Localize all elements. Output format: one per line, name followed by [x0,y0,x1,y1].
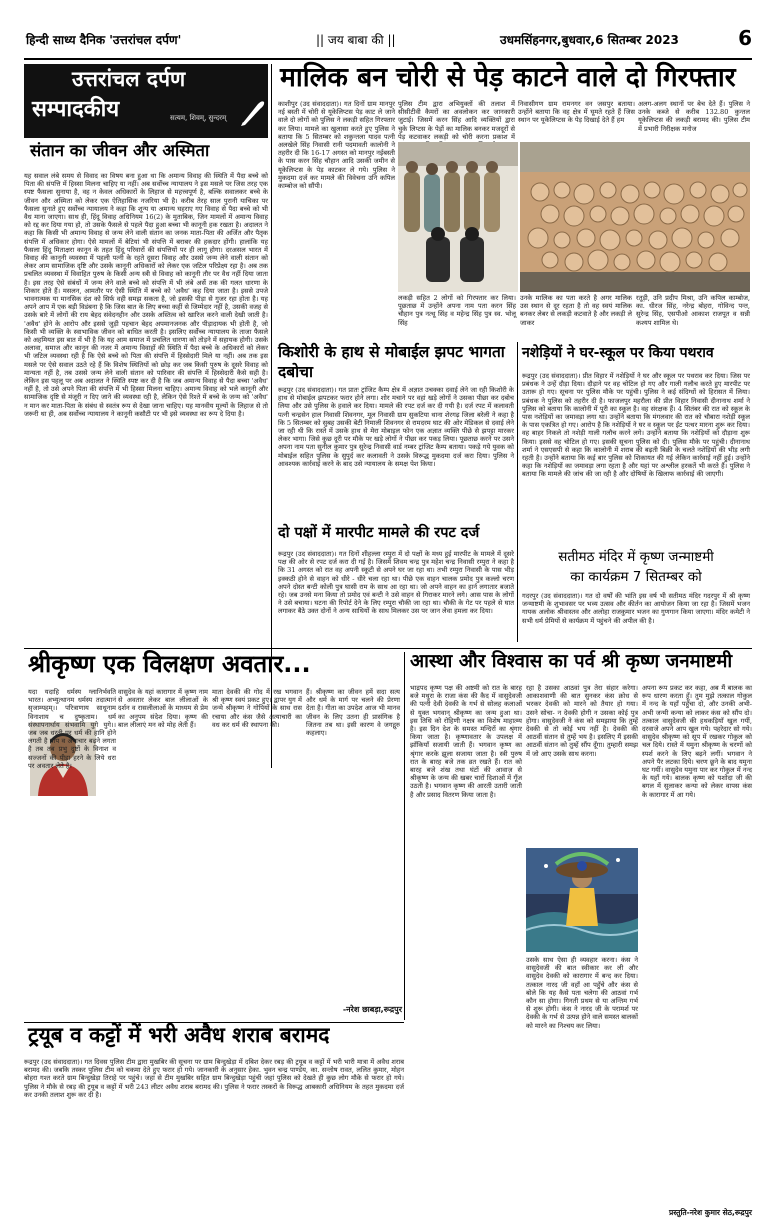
mid-divider [517,342,518,642]
lead-below-1: लकड़ी सहित 2 लोगों को गिरफ्तार कर लिया। पूछताछ में उन्होंने अपना नाम पता करन सिंह चौहान पुत्र नत्थू सिंह व महेन्द्र सिंह पुत्र स्व. भोलू सिंह [398,294,519,327]
lead-column-2: पुलिस टीम द्वारा अभियुक्तों की तलाश में सीसीटीवी कैमरों का अवलोकन कर जानकारी जुटाई। जिसमें करन सिंह आदि व्यक्तियों द्वारा चुके लिप्टस के पेड़ों का मालिक बनकर मजदूरों से पेड़ कटवाकर लकड़ी को चोरी करना प्रकाश में [398,100,515,141]
faith-feature-headline: आस्था और विश्वास का पर्व श्री कृष्ण जनमाष्टमी [410,651,733,672]
lead-column-3: निवासीगण ग्राम रामनगर वन जसपुर बताया। उन्होंने बताया कि वह क्षेत्र में घूमते रहते हैं जिस स्थान पर यूकेलिप्टस के पेड़ दिखाई देते हैं हम [518,100,638,125]
faith-feature-col-2: रहा है उसका आठवां पुत्र तेरा संहार करेगा। आकाशवाणी की बात सुनकर कंस क्रोध से भरकर देवकी को मारने को तैयार हो गया। उसने सोचा- न देवकी होगी न उसका कोई पुत्र होगा। वासुदेवजी ने कंस को समझाया कि तुम्हें देवकी से तो कोई भय नहीं है। देवकी की आठवीं संतान से तुम्हें भय है। इसलिए मैं इसकी आठवीं संतान को तुम्हें सौंप दूँगा। तुम्हारी समझ में जो आए उसके साथ करना। [526,684,641,758]
seized-wood-logs-photo [520,142,750,292]
faith-feature-col-3: अपना रूप प्रकट कर कहा, अब मैं बालक का रूप धारण करता हूँ। तुम मुझे तत्काल गोकुल में नन्द के यहाँ पहुँचा दो, और उनकी अभी-अभी जन्मी कन्या को लाकर कंस को सौंप दो। तत्काल वासुदेवजी की हथकड़ियाँ खुल गयीं, दरवाजे अपने आप खुल गये। पहरेदार सो गये। वासुदेव श्रीकृष्ण को सूप में रखकर गोकुल को चल दिये। रास्ते में यमुना श्रीकृष्ण के चरणों को स्पर्श करने के लिए बढ़ने लगीं। भगवान ने अपने पैर लटका दिये। चरण छूने के बाद यमुना घट गयीं। वासुदेव यमुना पार कर गोकुल में नन्द के यहाँ गये। बालक कृष्ण को यशोदा जी की बगल में सुलाकर कन्या को लेकर वापस कंस के कारागार में आ गये। [642,684,755,799]
lead-below-3: रतूड़ी, उनि प्रदीप मिश्रा, उनि कपिल काम्बोज, का. धीरज सिंह, नरेन्द्र बोहरा, गोविन्द पन्त, सुरेन्द्र सिंह, एसपीओ आकाश राजपूत व सन्नी कश्यप शामिल थे। [636,294,753,327]
masthead-rule [24,58,752,60]
drunk-story-headline: नशेड़ियों ने घर-स्कूल पर किया पथराव [522,345,714,361]
faith-feature-byline: प्रस्तुति-नरेश कुमार सेठ,रूद्रपुर [668,1208,752,1217]
masthead [20,0,753,64]
dispute-story-body: रूद्रपुर (उद संवाददाता)। गत दिनों शीहल्ला रम्पुरा में दो पक्षों के मध्य हुई मारपीट के मामले में दूसरे पक्ष की ओर से रपट दर्ज करा दी गई है। जिसमें शिवम चन्द्र पुत्र महेश चन्द्र निवासी रम्पुरा ने कहा है कि 31 अगस्त को रात वह अपनी स्कूटी से अपने घर जा रहा था। तभी रम्पुरा निवासी के पास भीड़ इक्कठी होने से वाहन को धीरे - धीरे चला रहा था। पीछे एक वाहन चालक प्रमोद पुत्र कल्लो चरण अपने दोस्त बन्टी कोली पुत्र घासी राम के साथ आ रहा था। जो अपने वाहन का हार्न लगातार बजाते रहे। जब उनसे मना किया तो प्रमोद एवं बन्टी ने उसे वाहन से गिराकर मारने लगे। आस पास के लोगों ने उसे बचाया। घटना की रिपोर्ट देने के लिए रम्पुरा चौकी जा रहा था। चौकी के गेट पर पहले से घात लगाकर बैठे उक्त दोनों ने अन्य साथियों के साथ मिलकर उस पर जान लेवा हमला कर दिया। [278,550,517,616]
krishna-feature-col-3: माता देवकी की गोद में रख भगवान श्री कृष्ण स्वयं प्रकट हुए। द्वापर युग में जन्मे श्रीकृष्ण ने गोपियों के साथ रास रचाया और कंस जैसे अत्याचारी का वध कर धर्म की स्थापना की। [212,688,305,729]
dispute-story-headline: दो पक्षों में मारपीट मामले की रपट दर्ज [278,525,480,541]
lead-column-4: अलग-अलग स्थानों पर बेच देते हैं। पुलिस ने उनके कब्जे से करीब 132.80 कुन्तल यूकेलिप्टस की लकड़ी बरामद की। पुलिस टीम में प्रभारी निरीक्षक मनोज [638,100,753,133]
mobile-story-body: रूद्रपुर (उद संवाददाता)। गत प्रातः ट्रांजिट कैम्प क्षेत्र में अज्ञात उचक्का दवाई लेने जा रही किशोरी के हाथ से मोबाईल झपटकर फरार होने लगा। शोर मचाने पर वहां खड़े लोगों ने उसका पीछा कर दबोच लिया और उसे पुलिस के हवाले कर दिया। मामले की रपट दर्ज कर दी गयी है। दर्ज रपट में कलावती पत्नी चन्द्रसेन हाल निवासी शिवनगर, मूल निवासी ग्राम सुकटिया थाना शेरगढ़ जिला बरेली ने कहा है कि 5 सितम्बर को सुबह उसकी बेटी निमाली शिवनगर से रामदरम घाट की ओर मेडिकल से दवाई लेने जा रही थी कि रास्ते में उसके हाथ से मेरा मोबाइल फोन एक अज्ञात व्यक्ति पीछे से झपट्टा मारकर लेकर भागा। जिसे कुछ दूरी पर मौके पर खड़े लोगों ने पीछा कर पकड़ लिया। पूछताछ करने पर उसने अपना नाम पता सुनील कुमार पुत्र सुरेन्द्र निवासी वार्ड नम्बर ट्रांजिट कैम्प बताया। पकड़े गये युवक को मोबाईल सहित पुलिस के सुपुर्द कर कलावती ने उसके विरूद्ध मुकदमा दर्ज करा दिया। पुलिस ने आवश्यक कार्रवाई करने के बाद उसे न्यायालय के समक्ष पेश किया। [278,386,517,468]
faith-feature-col-2b: उसके साथ ऐसा ही व्यवहार करना। कंस ने वासुदेवजी की बात स्वीकार कर ली और वासुदेव देवकी को कारागार में बन्द कर दिया। तत्काल नारद जी वहाँ आ पहुँचे और कंस से बोले कि यह कैसे पता चलेगा की आठवां गर्भ कौन सा होगा। गिनती प्रथम से या अन्तिम गर्भ से शुरू होगी। कंस ने नारद जी के परामर्श पर देवकी के गर्भ से उत्पन्न होने वाले समस्त बालकों को मारने का निश्चय कर लिया। [526,956,641,1030]
editorial-brand-line2: सम्पादकीय [32,97,120,122]
dateline: उधमसिंहनगर,बुधवार,6 सितम्बर 2023 [500,33,679,47]
krishna-vasudev-illustration [526,848,638,952]
lower-left-divider [404,652,405,1020]
slogan: || जय बाबा की || [316,33,396,47]
editorial-brand-box [24,64,268,138]
krishna-feature-col-4: हैं। श्रीकृष्ण का जीवन हमें सदा सत्य और धर्म के मार्ग पर चलने की प्रेरणा देता है। गीता का उपदेश आज भी मानव जीवन के लिए उतना ही प्रासंगिक है जितना तब था। इसी कारण वे जगद्गुरु कहलाए। [306,688,403,738]
lead-below-2: उनके मालिक का पता करते है अगर मालिक उस स्थान से दूर रहता है तो वह स्वयं मालिक बनकर लेबर से लकड़ी कटवाते है और लकड़ी ले जाकर [520,294,635,327]
temple-story-headline-1: सतीमठ मंदिर में कृष्ण जन्माष्टमी [558,549,714,565]
liquor-story-body: रूद्रपुर (उद संवाददाता)। गत दिवस पुलिस टीम द्वारा मुखबिर की सूचना पर ग्राम बिन्दुखेड़ा में दबिश देकर रबड़ की ट्रयूब व कट्टों में भरी भारी मात्रा में अवैध शराब बरामद की। जबकि तस्कर पुलिस टीम को चकमा देते हुए फरार हो गये। जानकारी के अनुसार हेका. भुवन चन्द्र पाण्डेय, का. सन्तोष रावत, ललित कुमार, मोहन बोहरा गश्त करते ग्राम बिन्दुखेड़ा तिराहे पर पहुंचे। जहां से टीम मुखबिर सहित ग्राम बिन्दुखेड़ा पहुंची जहां पुलिस को देखते ही कुछ लोग मौके से फरार हो गये। पुलिस ने मौके से रबड़ की ट्रयूब व कट्टों में भरी 243 लीटर अवैध शराब बरामद की। पुलिस ने फरार तस्करों के विरूद्ध आबकारी अधिनियम के तहत मुकदमा दर्ज कर उनकी तलाश शुरू कर दी है। [24,1058,407,1099]
quill-pen-icon [238,98,266,128]
drunk-story-body: रूद्रपुर (उद संवाददाता)। प्रीत विहार में नशेड़ियों ने घर और स्कूल पर पथराव कर दिया। जिस पर प्रबंधक ने उन्हें दौड़ा दिया। दौड़ाने पर वह चोटिल हो गए और गाली गलौच करते हुए मारपीट पर उतारू हो गए। सूचना पर पुलिस मौके पर पहुंची। पुलिस ने कई संदिग्धों को हिरासत में लिया। प्रबंधक ने पुलिस को तहरीर दी है। फाजलपुर महरौला की प्रीत विहार निवासी दीनानाथ शर्मा ने पुलिस को बताया कि कालोनी में पूरी का स्कूल है। वह संरक्षक हैं। 4 सितंबर की रात को स्कूल के पास नशेड़ियों का जमावड़ा लगा था। उन्होंने बताया कि मंगलवार की रात को चौबारा नशेड़ी स्कूल के पास एकत्रित हो गए। आरोप है कि नशेड़ियों ने घर व स्कूल पर ईंट पत्थर मारना शुरू कर दिया। वह बाहर निकले तो नशेड़ी गाली गलौच करने लगे। उन्होंने बताया कि नशेड़ियों को दौड़ाना शुरू किया। इससे वह चोटिल हो गए। इसकी सूचना पुलिस को दी। पुलिस मौके पर पहुंची। दीनानाथ शर्मा ने एसएसपी से कहा कि कालोनी में शराब की बढ़ती बिक्री के चलते नशेड़ियों की भीड़ लगी रहती है। उन्होंने बताया कि कई बार पुलिस को शिकायत की गई लेकिन कार्रवाई नहीं हुई। उन्होंने कहा कि नशेड़ियों का जमावड़ा लगा रहता है और यहां पर अश्लील हरकतें भी करते हैं। पुलिस ने बताया कि मामले की जांच की जा रही है और दोषियों के खिलाफ कार्रवाई की जाएगी। [522,372,753,479]
editorial-brand-tagline: सत्यम, शिवम्, सुन्दरम् [170,114,227,122]
arrested-men-police-photo [398,142,518,292]
krishna-feature-col-2: वासुदेव के यहां कारागार में कृष्ण नाम से अवतार लेकर बाल लीलाओं के दर्शन व रासलीलाओं के माध्यम से प्रेम का अनुपम संदेश दिया। कृष्ण की बाल लीलाएं मन को मोह लेती हैं। [118,688,211,729]
krishna-feature-col-1: यदा यदाहि धर्मस्य ग्लानिर्भवति भारत। अभ्युत्थानम धर्मस्य तदात्मानं सृजाम्यहम्।। परित्राणाय साधूनाम विनाशाय च दुष्कृताम। धर्म संस्थापनार्थाय संभवामि युगे युगे।। जब जब धरती पर धर्म की हानि होने लगती है पाप व अनाचार बढ़ने लगता है तब तब प्रभु दुष्टों के विनाश व सज्जनों की पीड़ा हरने के लिये धरा पर अवतार लेते है। [28,688,119,770]
page-number: 6 [738,26,752,50]
mid-horizontal-rule [24,648,752,649]
editorial-brand-line1: उत्तरांचल दर्पण [72,67,186,91]
krishna-feature-byline: -नरेश छाबड़ा,रूद्रपुर [342,1005,402,1014]
lead-headline: मालिक बन चोरी से पेड़ काटने वाले दो गिरफ्तार [280,62,736,93]
temple-story-headline-2: का कार्यक्रम 7 सितम्बर को [570,569,702,585]
mobile-story-headline: किशोरी के हाथ से मोबाईल झपट भागता दबोचा [278,343,505,381]
liquor-story-headline: ट्रयूब व कट्टों में भरी अवैध शराब बरामद [28,1023,330,1047]
editorial-title: संतान का जीवन और अस्मिता [30,141,210,160]
krishna-feature-headline: श्रीकृष्ण एक विलक्षण अवतार... [28,650,311,678]
lead-column-1: काशीपुर (उद संवाददाता)। गत दिनों ग्राम मानपुर नई बस्ती में चोरी से यूकेलिप्टस पेड़ काट ले जाने वाले दो लोगों को पुलिस ने लकड़ी सहित गिरफ्तार कर लिया। मामले का खुलासा करते हुए पुलिस ने बताया कि 5 सितम्बर को शकुन्तला यादव पत्नी अलखेले सिंह निवासी रानी पदमावती कालोनी ने तहरीर दी कि 16-17 अगस्त को मानपुर नईबस्ती के पास करन सिंह चौहान आदि उसकी जमीन से यूकेलिप्टस के पेड़ काटकर ले गये। पुलिस ने मुकदमा दर्ज कर मामले की विवेचना उनि कपिल काम्बोज को सौंपी। [278,100,398,191]
editorial-body: यह सवाल लंबे समय से विवाद का विषय बना हुआ था कि अमान्य विवाह की स्थिति में पैदा बच्चे को पिता की संपत्ति में हिस्सा मिलना चाहिए या नहीं। अब सर्वोच्च न्यायालय ने इस मसले पर जिस तरह एक स्पष्ट फैसला सुनाया है, वह न केवल अधिकारों के लिहाज से महत्त्वपूर्ण है, बल्कि सवालकर बच्चे के जीवन और अस्मिता को लेकर एक ऐतिहासिक नजरिया भी है। करीब तेरह साल पुरानी याचिका पर फैसला सुनाते हुए सर्वोच्च न्यायालय ने कहा कि शून्य या अमान्य घहराए गए विवाह से पैदा बच्चे को भी वैध माना जाएगा। साथ ही, हिंदू विवाह अधिनियम 16(2) के मुताबिक, जिन मामलों में अमान्य विवाह को रद्द कर दिया गया हो, तो उसके फैसले से पहले पैदा हुआ बच्चा भी कानूनी हक रखता है। अदालत ने कहा कि किसी भी अमान्य विवाह से जन्म लेने वाली संतान का जनक माता-पिता की अर्जित और पैतृक संपत्ति में अधिकार होगा। ऐसे मामलों में बेटियां भी संपत्ति में बराबर की हकदार होंगी। हालांकि यह फैसला हिंदू मिताक्षरा कानून के तहत हिंदू परिवारों की संपत्तियों पर ही लागू होगा। दरअसल भारत में विवाह की कानूनी व्यवस्था में पहली पत्नी के रहते दूसरा विवाह और उससे जन्म लेने वाली संतान को लेकर आम सामाजिक दृष्टि और उसके कानूनी अधिकारों को लेकर एक जटिल परिप्रेक्ष्य रहा है। अब तक प्रचलित व्यवस्था में विवाहित पुरुष के किसी अन्य स्त्री से विवाह को कानूनी तौर पर वैध नहीं दिया जाता है। इस तरह ऐसे संबंधों में जन्म लेने वाले बच्चे को संपत्ति में भी लंबे अर्से तक की गलत धारणा के शिकार होते हैं। मसलन, आमतौर पर ऐसी स्थिति में बच्चे को 'अवैध' कह दिया जाता है। इससे उपजे भावनात्मक या मानसिक दंश को सिर्फ वही समझ सकता है, जो इसकी पीड़ा से गुजर रहा होता है। यह अपने आप में एक बड़ी विडंबना है कि जिस बात के लिए बच्चा कहीं से जिम्मेदार नहीं है, उसकी वजह से उसके बारे में लोगों की राय बेहद संवेदनहीन और उसके अस्तित्व को खारिज करने वाली देखी जाती है। 'अवैध' होने के आरोप और इससे जुड़ी पहचान बेहद अपमानजनक और पीड़ादायक भी होती है, जो किसी भी व्यक्ति के स्वाभाविक जीवन को बाधित करती है। इसलिए सर्वोच्च न्यायालय के ताजा फैसले को अहमियत इस बात में भी है कि यह आम समाज में प्रचलित धारणा को तोड़ने में सहायक होगी। उसके अलावा, समाज और कानून की नजर में अमान्य विवाहों की स्थिति में पैदा बच्चे के अधिकारों को लेकर भी जटिल व्यवस्था रही है कि ऐसे बच्चे को पिता की संपत्ति में हिस्सेदारी मिले या नहीं। अब तक इस मसले पर ऐसे सवाल उठते रहे हैं कि विशेष स्थितियों को छोड़ कर जब किसी पुरुष के दूसरे विवाह को मान्यता नहीं है, तब उससे जन्म लेने वाली संतान को पारिवार की संपत्ति में हिस्सेदारी कैसे सही है। लेकिन इस पहलू पर अब अदालत ने स्थिति स्पष्ट कर दी है कि जब अमान्य विवाह से पैदा बच्चा 'अवैध' नहीं है, तो उसे अपने पिता की संपत्ति में भी हिस्सा मिलना चाहिए। अमान्य विवाह को भले कानूनी और सामाजिक दृष्टि से मंजूरी न दिए जाने की व्यवस्था रही है, लेकिन ऐसे रिश्ते में बच्चे के जन्म को 'अवैध' न मान कर माता-पिता के संबंध से स्वतंत्र रूप से देखा जाना चाहिए। यह मानवीय मूल्यों के लिहाज से तो जरूरी था ही, अब सर्वोच्च न्यायालय ने कानूनी कसौटी पर भी इसे व्यवस्था का रूप दे दिया है। [24,172,271,418]
temple-story-body: गदरपुर (उद संवाददाता)। गत दो वर्षों की भांति इस वर्ष भी सतीमठ मंदिर गदरपुर में श्री कृष्ण जन्माष्टमी के शुभावसर पर भव्य उत्सव और कीर्तन का आयोजन किया जा रहा है। जिसमें भजन गायक अलोक श्रीवास्तव और अलोहा राजकुमार भजन का गुणगान किया जाएगा। मंदिर कमेटी ने सभी धर्म प्रेमियों से कार्यक्रम में पहुंचने की अपील की है। [522,592,753,625]
faith-feature-col-1: भाद्रपद कृष्ण पक्ष की अष्टमी को रात के बारह बजे मथुरा के राजा कंस की कैद में वासुदेवजी की पत्नी देवी देवकी के गर्भ से सोलह कलाओं से युक्त भगवान् श्रीकृष्ण का जन्म हुआ था। इस तिथि को रोहिणी नक्षत्र का विशेष माहात्म्य है। इस दिन देश के समस्त मन्दिरों का श्रृंगार किया जाता है। कृष्णावतार के उपलक्ष में झाँकियाँ सजायी जाती हैं। भगवान कृष्ण का श्रृंगार करके झूला सजाया जाता है। स्त्री पुरुष रात के बारह बजे तक व्रत रखते हैं। रात को बारह बजे शंख तथा घंटों की आवाज़ से श्रीकृष्ण के जन्म की खबर चारों दिशाओं में गूँज उठती है। भगवान कृष्ण की आरती उतारी जाती है और प्रसाद वितरण किया जाता है। [410,684,525,799]
paper-name: हिन्दी साध्य दैनिक 'उत्तरांचल दर्पण' [26,33,182,47]
